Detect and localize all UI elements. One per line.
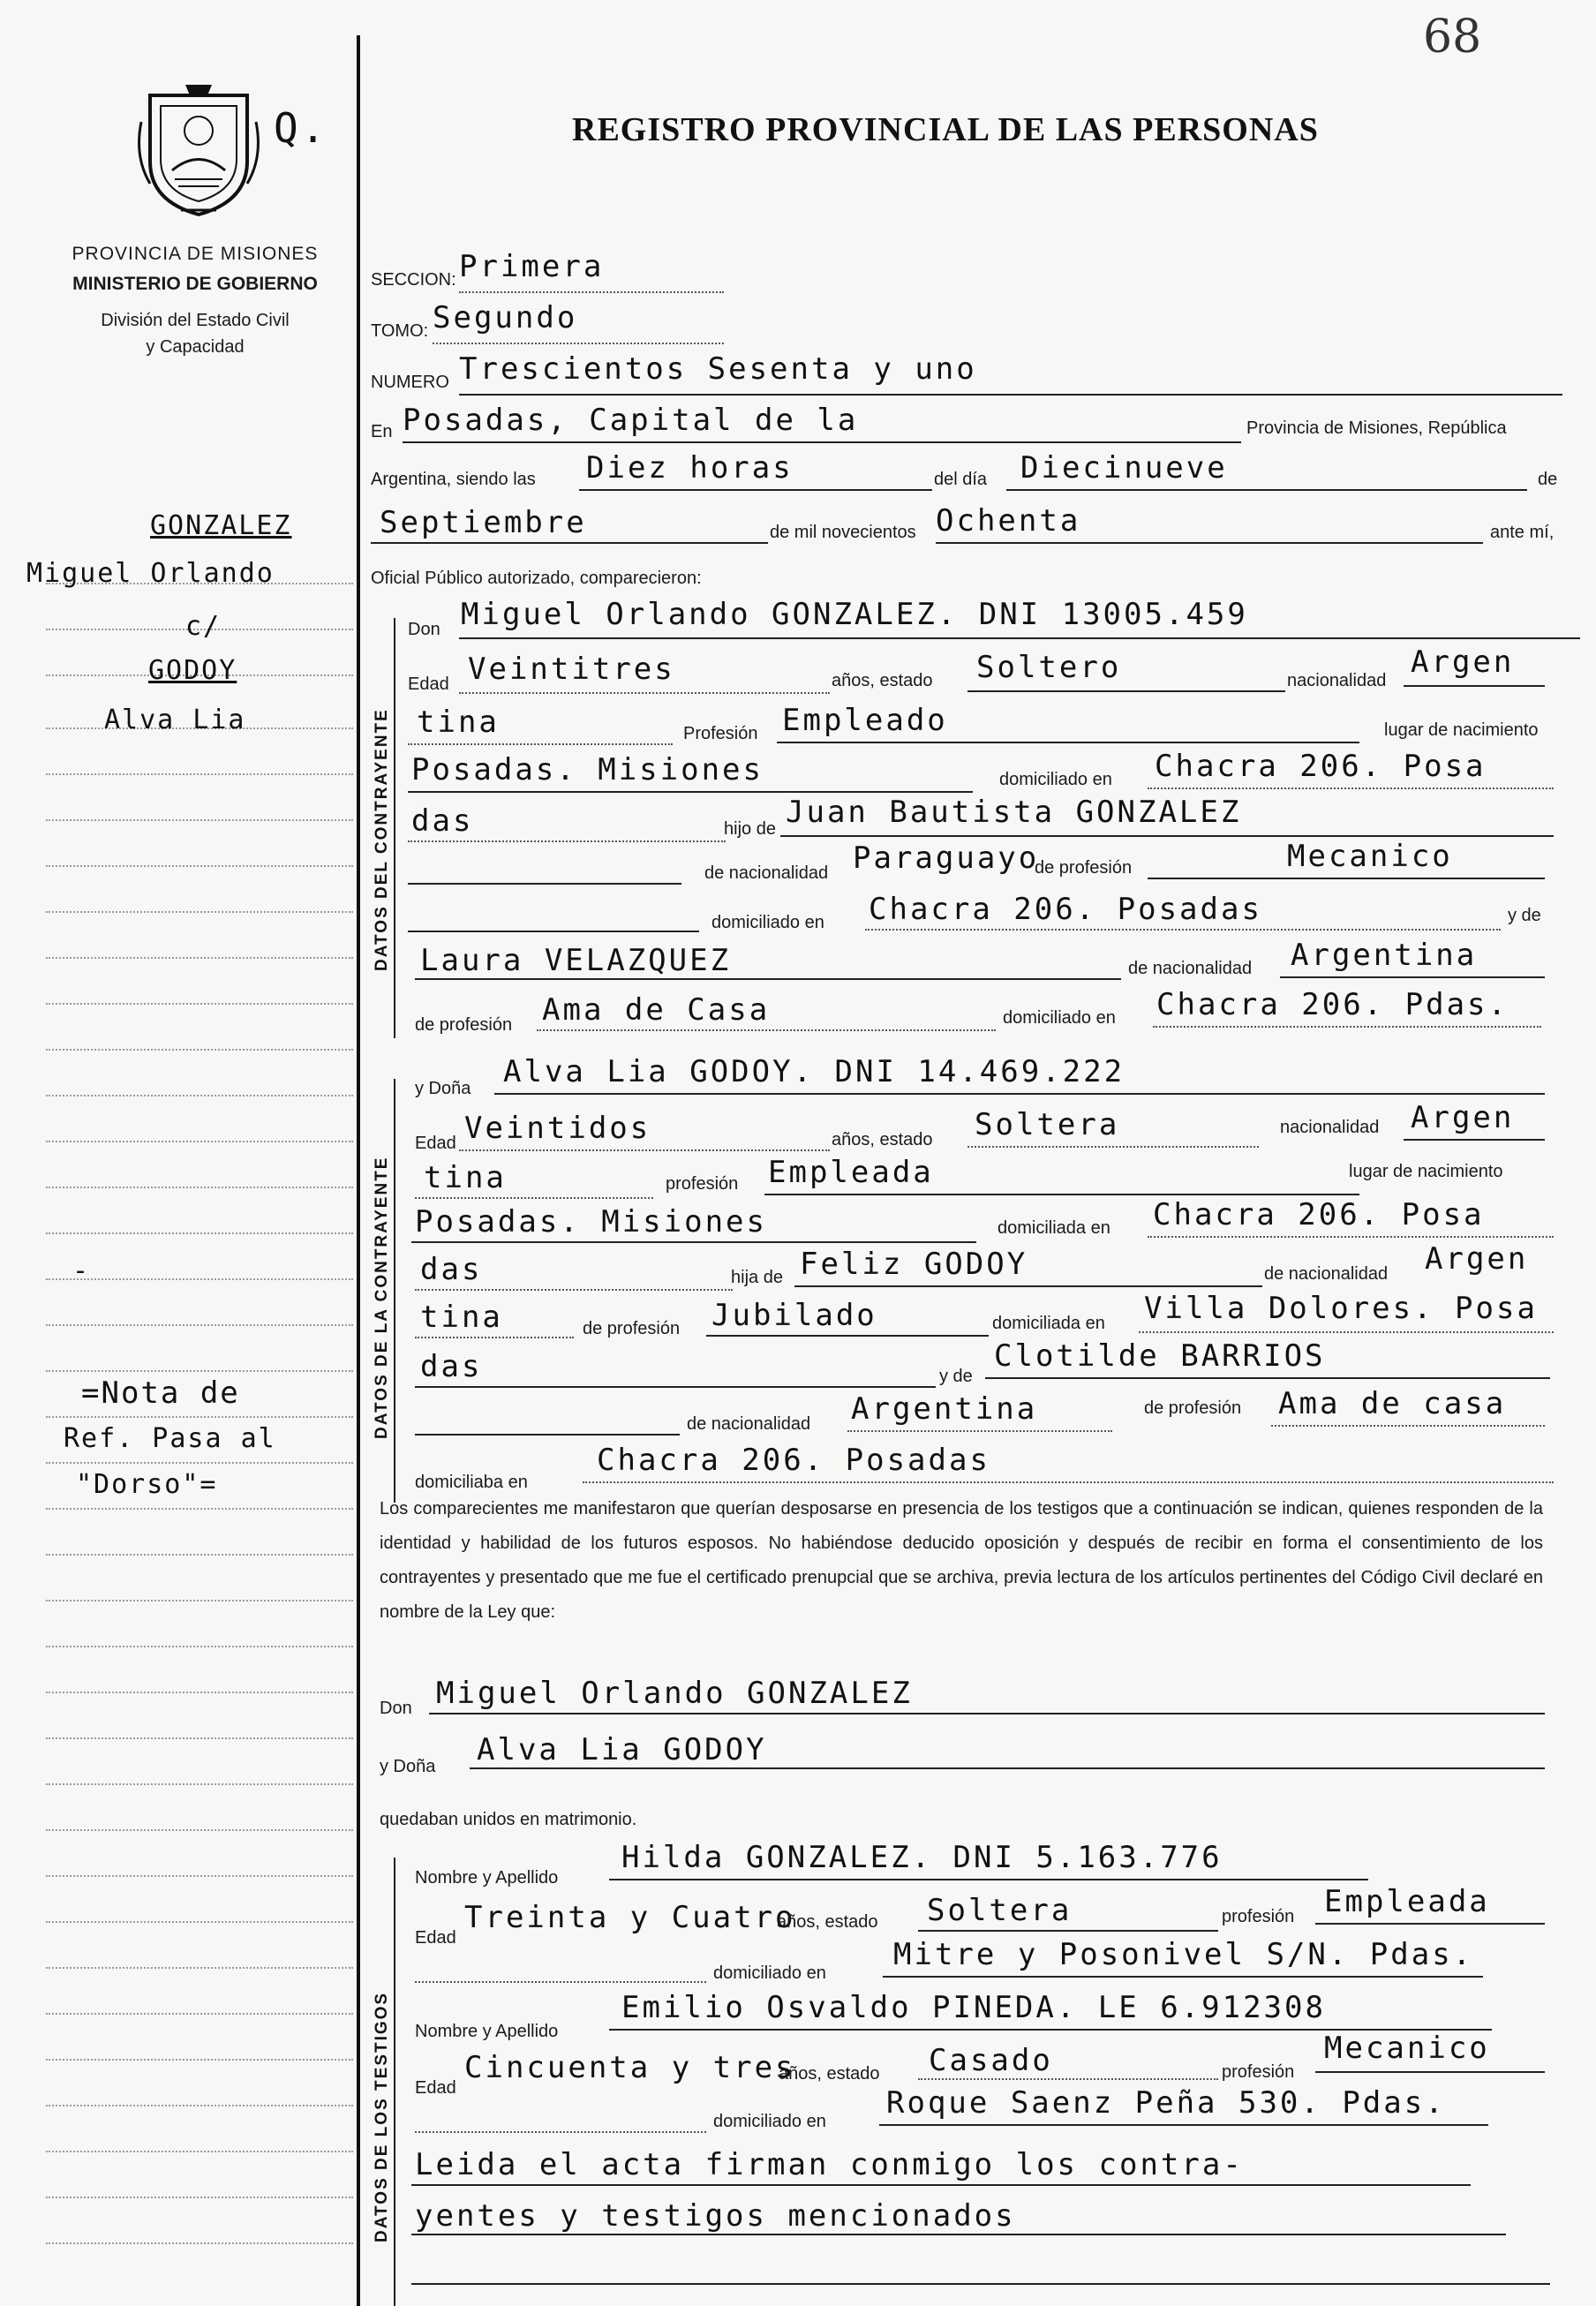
margin-names-bride: Alva Lia	[104, 705, 246, 735]
decl-don-label: Don	[380, 1699, 412, 1718]
groom-edad: Veintitres	[468, 652, 675, 687]
argentina-siendo-label: Argentina, siendo las	[371, 470, 536, 489]
corner-mark: Q.	[274, 104, 328, 152]
division-line2: y Capacidad	[146, 337, 245, 357]
bride-nacionalidad-label: nacionalidad	[1280, 1118, 1380, 1137]
registry-title: REGISTRO PROVINCIAL DE LAS PERSONAS	[572, 111, 1319, 148]
declaration-paragraph: Los comparecientes me manifestaron que querían desposarse en presencia de los testigos que a continuación se indican, quienes responden de la identidad y habilidad de los futuros esposos. No habiéndose deducido oposición y después de recibir en forma el consentimiento de los contrayentes y presentado que me fue el certificado prenupcial que se archiva, previa lectura de los artículos pertinentes del Código Civil declaré en nombre de la Ley que:	[380, 1499, 1543, 1622]
margin-note-line3: "Dorso"=	[76, 1469, 218, 1500]
closing-line2: yentes y testigos mencionados	[415, 2198, 1016, 2234]
w1-nombre-label: Nombre y Apellido	[415, 1868, 559, 1888]
provincial-seal-icon	[132, 78, 265, 219]
mes-value: Septiembre	[380, 505, 587, 540]
groom-padre-dom: Chacra 206. Posadas	[869, 892, 1262, 927]
groom-madre-dom-label: domiciliado en	[1003, 1008, 1116, 1028]
don-label: Don	[408, 620, 440, 639]
bride-padre-prof-label: de profesión	[583, 1319, 681, 1338]
w1-edad-label: Edad	[415, 1928, 456, 1948]
de-label: de	[1538, 470, 1558, 489]
provincia-republica-label: Provincia de Misiones, República	[1246, 418, 1507, 438]
bride-padre-dom1: Villa Dolores. Posa	[1144, 1291, 1538, 1326]
w2-domicilio: Roque Saenz Peña 530. Pdas.	[886, 2085, 1446, 2121]
groom-profesion: Empleado	[782, 703, 948, 738]
del-dia-label: del día	[934, 470, 988, 489]
groom-madre-nac-label: de nacionalidad	[1128, 959, 1253, 978]
groom-padre-nac: Paraguayo	[853, 840, 1040, 876]
w2-edad: Cincuenta y tres	[464, 2050, 796, 2085]
groom-padre-prof: Mecanico	[1287, 839, 1453, 874]
w1-domiciliado-label: domiciliado en	[713, 1963, 826, 1983]
w2-nombre-label: Nombre y Apellido	[415, 2022, 559, 2041]
tomo-label: TOMO:	[371, 321, 429, 341]
tomo-value: Segundo	[433, 300, 578, 335]
hija-de-label: hija de	[731, 1268, 783, 1287]
w1-estado: Soltera	[927, 1893, 1073, 1928]
lugar-value: Posadas, Capital de la	[403, 403, 859, 438]
hijo-de-label: hijo de	[724, 819, 776, 839]
lugar-nacimiento-label: lugar de nacimiento	[1384, 720, 1539, 740]
province-label: PROVINCIA DE MISIONES	[72, 244, 319, 264]
dia-value: Diecinueve	[1020, 450, 1228, 486]
decl-dona-name: Alva Lia GODOY	[477, 1732, 767, 1767]
bride-padre-prof: Jubilado	[711, 1298, 877, 1333]
seccion-label: SECCION:	[371, 270, 456, 290]
groom-padre-prof-label: de profesión	[1035, 858, 1133, 878]
y-dona-label: y Doña	[415, 1079, 471, 1098]
anos-estado-label: años, estado	[832, 671, 933, 690]
bride-madre-nac-label: de nacionalidad	[687, 1414, 811, 1434]
groom-madre: Laura VELAZQUEZ	[420, 943, 732, 978]
bride-padre-nac1: Argen	[1425, 1241, 1529, 1277]
bride-nac2: tina	[424, 1160, 507, 1195]
bride-profesion-label: profesión	[666, 1174, 739, 1194]
bride-nac1: Argen	[1411, 1100, 1515, 1135]
w2-name: Emilio Osvaldo PINEDA. LE 6.912308	[621, 1990, 1326, 2025]
bride-lugar: Posadas. Misiones	[415, 1204, 767, 1240]
bride-anos-estado-label: años, estado	[832, 1130, 933, 1149]
bride-padre-dom-label: domiciliada en	[992, 1314, 1105, 1333]
quedaban-label: quedaban unidos en matrimonio.	[380, 1810, 637, 1829]
groom-madre-nac: Argentina	[1291, 938, 1478, 973]
datos-contrayente-f-label: DATOS DE LA CONTRAYENTE	[373, 1156, 391, 1439]
domiciliaba-label: domiciliaba en	[415, 1473, 528, 1492]
w1-anos-estado-label: años, estado	[777, 1912, 878, 1932]
margin-surname-groom: GONZALEZ	[150, 510, 292, 541]
hora-value: Diez horas	[586, 450, 794, 486]
bride-madre-dom: Chacra 206. Posadas	[597, 1443, 990, 1478]
bride-madre-prof-label: de profesión	[1144, 1398, 1242, 1418]
margin-surname-bride: GODOY	[148, 655, 237, 686]
bride-madre-nac: Argentina	[851, 1391, 1038, 1427]
bride-domicilio2: das	[420, 1252, 483, 1287]
bride-padre-nac-label: de nacionalidad	[1264, 1264, 1389, 1284]
seccion-value: Primera	[459, 249, 605, 284]
w1-profesion: Empleada	[1324, 1884, 1490, 1919]
bride-edad: Veintidos	[464, 1111, 651, 1146]
groom-madre-dom: Chacra 206. Pdas.	[1156, 987, 1509, 1022]
groom-lugar: Posadas. Misiones	[411, 752, 764, 788]
de-mil-label: de mil novecientos	[770, 523, 916, 542]
w2-profesion-label: profesión	[1222, 2062, 1295, 2082]
page-number: 68	[1423, 11, 1482, 64]
groom-madre-prof: Ama de Casa	[542, 992, 771, 1028]
oficial-label: Oficial Público autorizado, comparecieron:	[371, 569, 702, 588]
margin-note-line2: Ref. Pasa al	[64, 1423, 276, 1454]
anio-value: Ochenta	[936, 503, 1081, 539]
w2-estado: Casado	[929, 2043, 1053, 2078]
bride-padre: Feliz GODOY	[800, 1247, 1028, 1282]
ministry-label: MINISTERIO DE GOBIERNO	[72, 274, 318, 294]
ante-mi-label: ante mí,	[1490, 523, 1555, 542]
domiciliado-label: domiciliado en	[999, 770, 1112, 789]
column-divider	[357, 35, 360, 2306]
bride-y-de-label: y de	[939, 1367, 973, 1386]
bride-domiciliada-label: domiciliada en	[998, 1218, 1110, 1238]
w1-edad: Treinta y Cuatro	[464, 1900, 796, 1935]
groom-nac1: Argen	[1411, 644, 1515, 680]
bride-lugar-nac-label: lugar de nacimiento	[1349, 1162, 1503, 1181]
w1-name: Hilda GONZALEZ. DNI 5.163.776	[621, 1840, 1223, 1875]
groom-madre-prof-label: de profesión	[415, 1015, 513, 1035]
w2-profesion: Mecanico	[1324, 2031, 1490, 2066]
en-label: En	[371, 422, 393, 441]
groom-domicilio1: Chacra 206. Posa	[1155, 749, 1487, 784]
w2-domiciliado-label: domiciliado en	[713, 2112, 826, 2131]
numero-value: Trescientos Sesenta y uno	[459, 351, 977, 387]
bride-profesion: Empleada	[768, 1155, 934, 1190]
datos-testigos-label: DATOS DE LOS TESTIGOS	[373, 1991, 391, 2242]
groom-estado: Soltero	[976, 650, 1122, 685]
groom-padre-nac-label: de nacionalidad	[704, 863, 829, 883]
bride-padre-dom2: das	[420, 1349, 483, 1384]
numero-label: NUMERO	[371, 373, 449, 392]
groom-domicilio2: das	[411, 803, 474, 839]
y-de-label: y de	[1508, 906, 1541, 925]
division-line1: División del Estado Civil	[101, 311, 290, 330]
bride-madre-prof: Ama de casa	[1278, 1386, 1507, 1421]
closing-line1: Leida el acta firman conmigo los contra-	[415, 2147, 1244, 2182]
decl-don-name: Miguel Orlando GONZALEZ	[436, 1676, 913, 1711]
bride-madre: Clotilde BARRIOS	[994, 1338, 1326, 1374]
decl-dona-label: y Doña	[380, 1757, 436, 1776]
margin-names-groom: Miguel Orlando	[26, 558, 275, 589]
nacionalidad-label: nacionalidad	[1287, 671, 1387, 690]
margin-connector: c/	[185, 611, 222, 642]
w2-edad-label: Edad	[415, 2078, 456, 2098]
profesion-label: Profesión	[683, 724, 758, 743]
bride-padre-nac2: tina	[420, 1300, 503, 1335]
bride-estado: Soltera	[975, 1107, 1120, 1142]
groom-padre-dom-label: domiciliado en	[711, 913, 824, 932]
bride-domicilio1: Chacra 206. Posa	[1153, 1197, 1485, 1232]
groom-name: Miguel Orlando GONZALEZ. DNI 13005.459	[461, 597, 1248, 632]
w2-anos-estado-label: años, estado	[779, 2064, 880, 2084]
margin-dash: -	[72, 1255, 91, 1286]
datos-contrayente-label: DATOS DEL CONTRAYENTE	[373, 708, 391, 971]
bride-name: Alva Lia GODOY. DNI 14.469.222	[503, 1054, 1125, 1089]
edad-label: Edad	[408, 674, 449, 694]
w1-profesion-label: profesión	[1222, 1907, 1295, 1926]
w1-domicilio: Mitre y Posonivel S/N. Pdas.	[893, 1937, 1474, 1972]
margin-note-line1: =Nota de	[81, 1375, 240, 1411]
groom-nac2: tina	[417, 705, 500, 740]
groom-padre: Juan Bautista GONZALEZ	[786, 795, 1242, 830]
bride-edad-label: Edad	[415, 1134, 456, 1153]
